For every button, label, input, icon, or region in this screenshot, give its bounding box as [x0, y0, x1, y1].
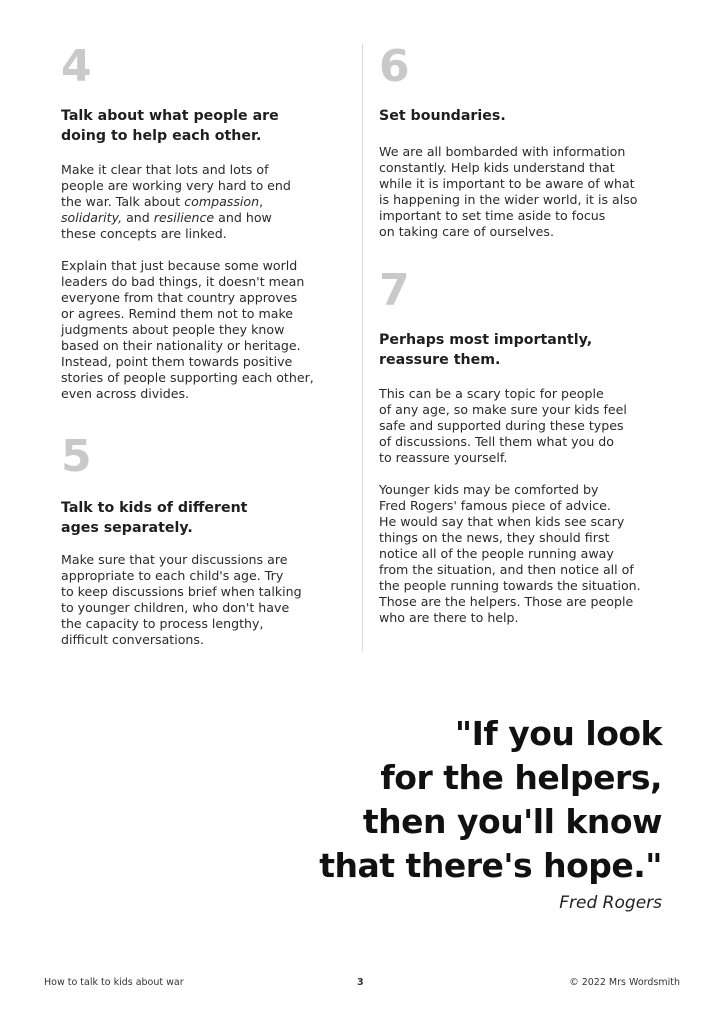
- footer-copyright: © 2022 Mrs Wordsmith: [569, 977, 680, 988]
- right-column: [379, 41, 669, 626]
- section-5-number: 5: [61, 431, 92, 482]
- section-6-number: 6: [379, 41, 410, 92]
- section-7-paragraph-2: Younger kids may be comforted by Fred Rogers' famous piece of advice. He would say that when kids see scary things on the news, they should first notice all of the people running away from the situation, and then notice all of the people running towards the situation. Those are the helpers. Those are people who are there to help.: [379, 482, 641, 625]
- pull-quote: "If you look for the helpers, then you'll know that there's hope.": [319, 714, 662, 885]
- footer-title: How to talk to kids about war: [44, 977, 184, 988]
- section-4-paragraph-2: Explain that just because some world leaders do bad things, it doesn't mean everyone from that country approves or agrees. Remind them not to make judgments about people they know based on their nationality or heritage. Instead, point them towards positive stories of people supporting each other, even across divides.: [61, 258, 314, 401]
- section-4-heading: Talk about what people are doing to help each other.: [61, 108, 279, 144]
- page-number: 3: [357, 977, 364, 988]
- section-4-paragraph-1: Make it clear that lots and lots of people are working very hard to end the war. Talk about compassion, solidarity, and resilience and how these concepts are linked.: [61, 162, 291, 241]
- section-7-paragraph-1: This can be a scary topic for people of any age, so make sure your kids feel safe and supported during these types of discussions. Tell them what you do to reassure yourself.: [379, 386, 627, 465]
- quote-author: Fred Rogers: [559, 893, 662, 913]
- section-5-heading: Talk to kids of different ages separately.: [61, 500, 248, 536]
- section-6-paragraph-1: We are all bombarded with information constantly. Help kids understand that while it is important to be aware of what is happening in the wider world, it is also important to set time aside to focus on taking care of ourselves.: [379, 144, 638, 239]
- section-5-paragraph-1: Make sure that your discussions are appropriate to each child's age. Try to keep discussions brief when talking to younger children, who don't have the capacity to process lengthy, difficult conversations.: [61, 552, 302, 647]
- section-4-number: 4: [61, 41, 92, 92]
- column-divider: [362, 44, 363, 651]
- section-7-number: 7: [379, 265, 410, 316]
- section-7-heading: Perhaps most importantly, reassure them.: [379, 332, 593, 368]
- left-column: [61, 41, 341, 648]
- section-6-heading: Set boundaries.: [379, 108, 506, 124]
